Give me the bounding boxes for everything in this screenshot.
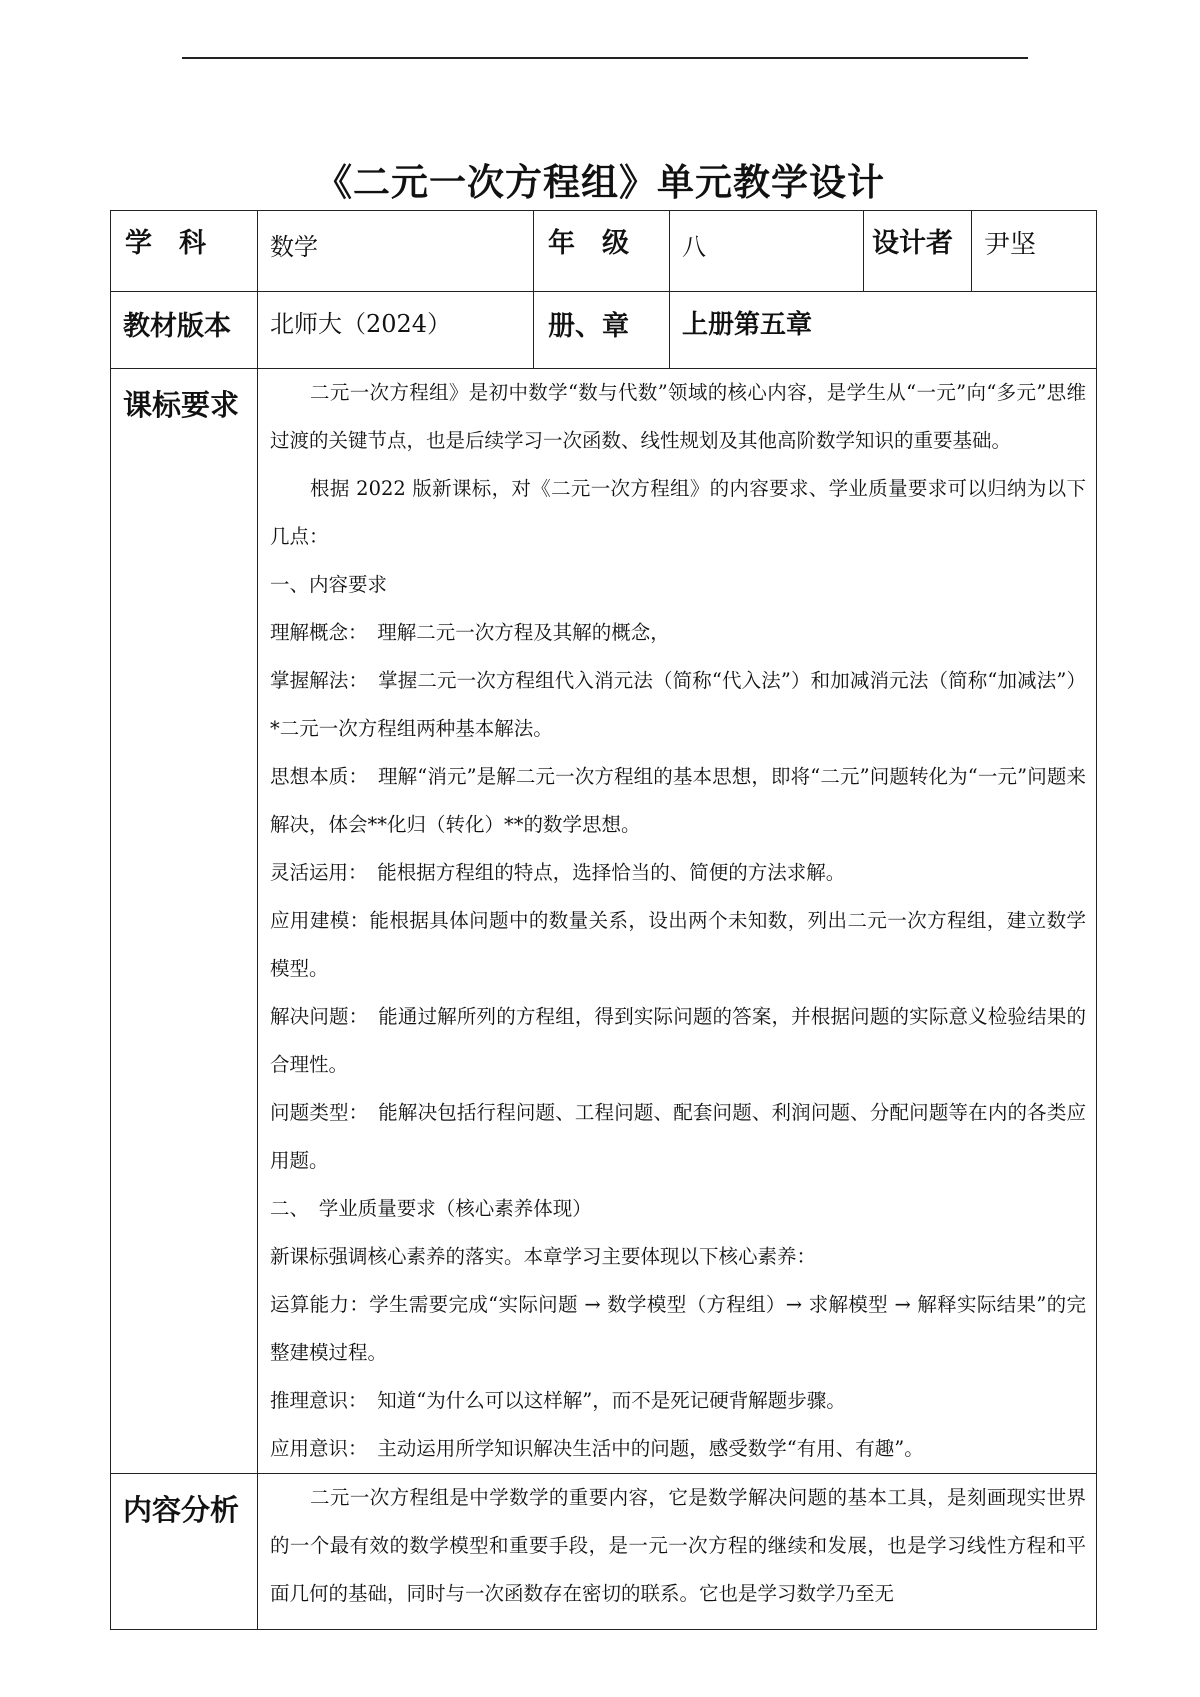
grade-value: 八	[670, 211, 864, 292]
grade-label: 年 级	[534, 211, 670, 292]
content-analysis-row	[111, 1474, 1097, 1630]
curriculum-item: 应用建模：能根据具体问题中的数量关系，设出两个未知数，列出二元一次方程组，建立数学模型。	[270, 909, 1086, 980]
subject-label: 学 科	[111, 211, 258, 292]
document-title: 《二元一次方程组》单元教学设计	[315, 161, 885, 204]
content-analysis-paragraph: 二元一次方程组是中学数学的重要内容，它是数学解决问题的基本工具，是刻画现实世界的一个最有效的数学模型和重要手段，是一元一次方程的继续和发展，也是学习线性方程和平面几何的基础，同时与一次函数存在密切的联系。它也是学习数学乃至无	[270, 1486, 1086, 1605]
curriculum-section-heading: 一、内容要求	[270, 573, 388, 596]
designer-value: 尹坚	[972, 211, 1097, 292]
curriculum-section-heading: 二、 学业质量要求（核心素养体现）	[270, 1197, 592, 1220]
curriculum-item: 推理意识： 知道“为什么可以这样解”，而不是死记硬背解题步骤。	[270, 1389, 846, 1412]
subject-value: 数学	[258, 211, 534, 292]
curriculum-item: 解决问题： 能通过解所列的方程组，得到实际问题的答案，并根据问题的实际意义检验结果的合理性。	[270, 1005, 1086, 1076]
curriculum-row	[111, 369, 1097, 1474]
curriculum-item: 灵活运用： 能根据方程组的特点，选择恰当的、简便的方法求解。	[270, 861, 846, 884]
curriculum-item: 应用意识： 主动运用所学知识解决生活中的问题，感受数学“有用、有趣”。	[270, 1437, 924, 1460]
curriculum-label: 课标要求	[111, 369, 258, 1474]
info-row-1	[111, 211, 1097, 292]
header-rule	[182, 57, 1028, 59]
designer-label: 设计者	[864, 211, 972, 292]
curriculum-item: 问题类型： 能解决包括行程问题、工程问题、配套问题、利润问题、分配问题等在内的各类应用题。	[270, 1101, 1086, 1172]
design-table	[110, 210, 1097, 1630]
textbook-value: 北师大（2024）	[258, 292, 534, 369]
volume-value: 上册第五章	[670, 292, 1097, 369]
curriculum-item: 思想本质： 理解“消元”是解二元一次方程组的基本思想，即将“二元”问题转化为“一元”问题来解决，体会**化归（转化）**的数学思想。	[270, 765, 1086, 836]
curriculum-paragraph: 二元一次方程组》是初中数学“数与代数”领域的核心内容，是学生从“一元”向“多元”思维过渡的关键节点，也是后续学习一次函数、线性规划及其他高阶数学知识的重要基础。	[270, 381, 1086, 452]
curriculum-item: 运算能力：学生需要完成“实际问题 → 数学模型（方程组）→ 求解模型 → 解释实际结果”的完整建模过程。	[270, 1293, 1086, 1364]
curriculum-item: 掌握解法： 掌握二元一次方程组代入消元法（简称“代入法”）和加减消元法（简称“加减法”）*二元一次方程组两种基本解法。	[270, 669, 1086, 740]
curriculum-item: 理解概念： 理解二元一次方程及其解的概念，	[270, 621, 670, 644]
curriculum-content	[258, 369, 1097, 1474]
textbook-label: 教材版本	[111, 292, 258, 369]
curriculum-item: 新课标强调核心素养的落实。本章学习主要体现以下核心素养：	[270, 1245, 817, 1268]
info-row-2	[111, 292, 1097, 369]
volume-label: 册、章	[534, 292, 670, 369]
content-analysis-content	[258, 1474, 1097, 1630]
curriculum-paragraph: 根据 2022 版新课标，对《二元一次方程组》的内容要求、学业质量要求可以归纳为以下几点：	[270, 477, 1086, 548]
content-analysis-label: 内容分析	[111, 1474, 258, 1630]
